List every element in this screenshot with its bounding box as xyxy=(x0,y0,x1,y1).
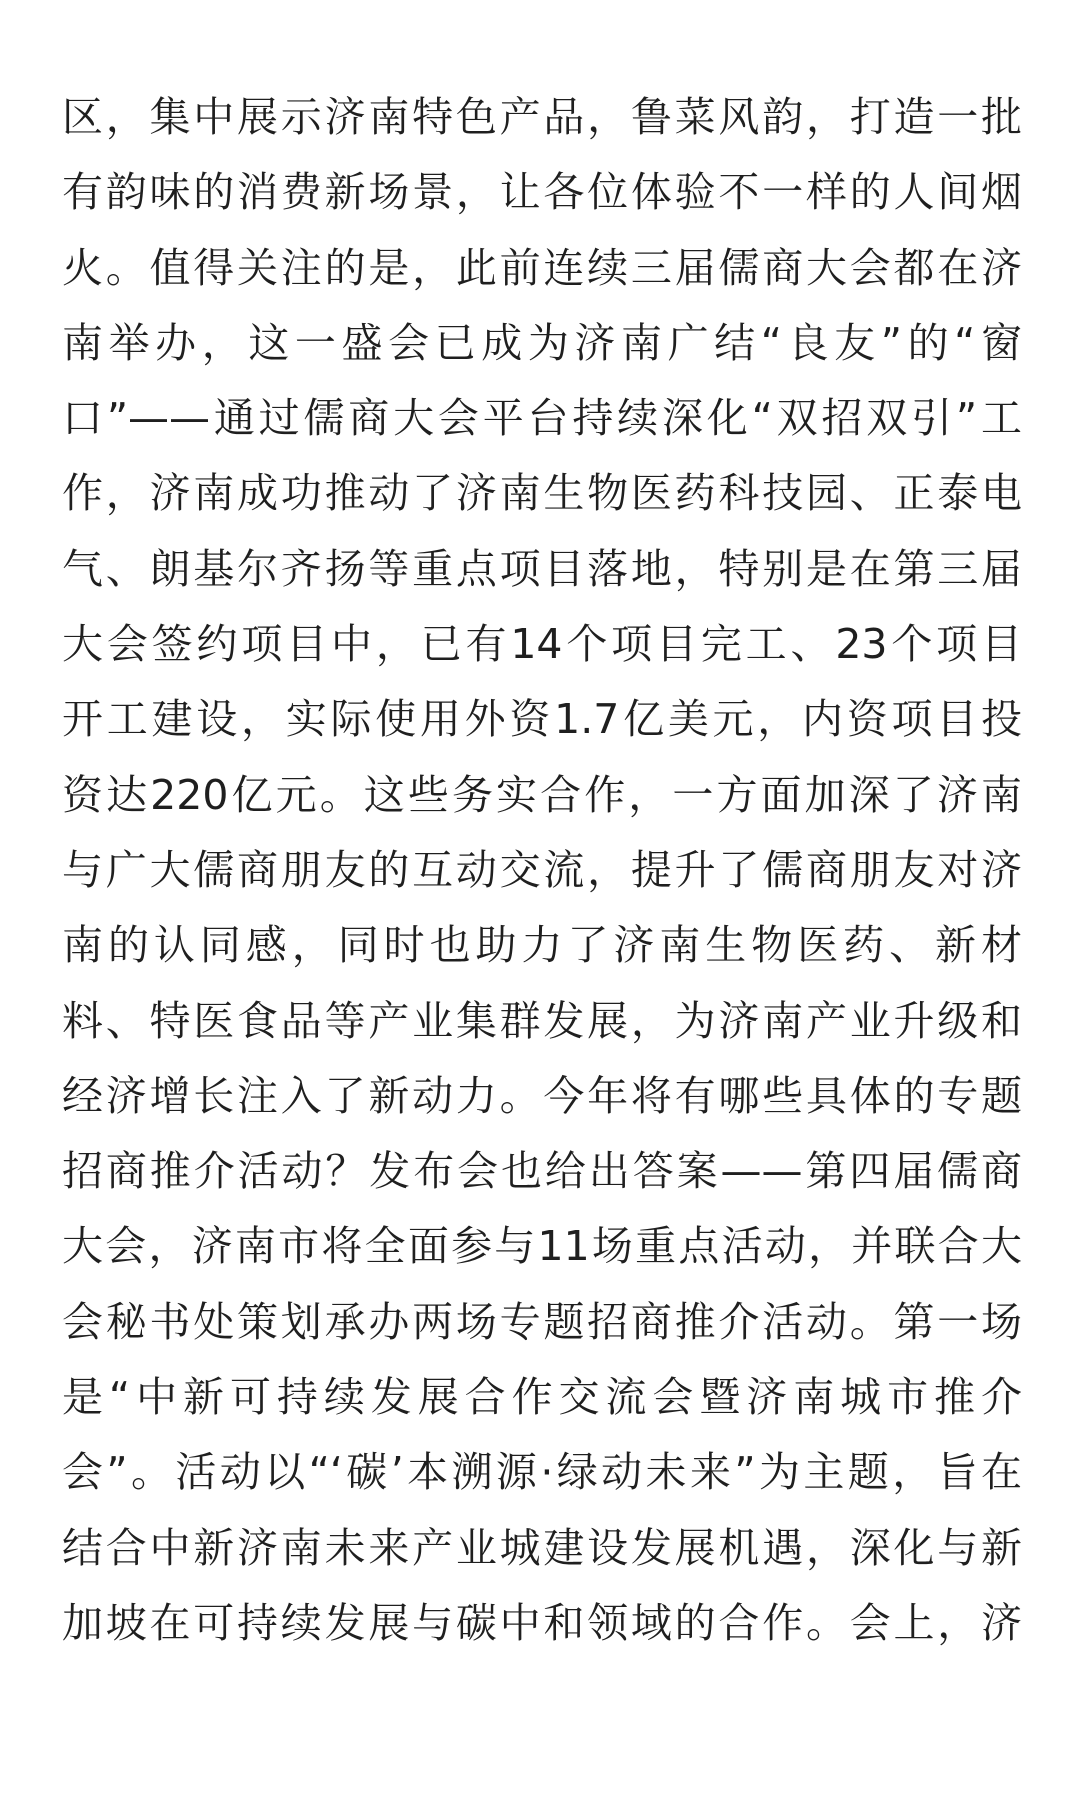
text-line: 资达220亿元。这些务实合作，一方面加深了济南 xyxy=(62,770,1022,819)
text-line: 南的认同感，同时也助力了济南生物医药、新材 xyxy=(62,921,1022,970)
text-line: 招商推介活动？发布会也给出答案——第四届儒商 xyxy=(62,1147,1022,1196)
text-line: 有韵味的消费新场景，让各位体验不一样的人间烟 xyxy=(62,168,1022,217)
article-body xyxy=(62,80,1022,1661)
text-line: 开工建设，实际使用外资1.7亿美元，内资项目投 xyxy=(62,695,1022,744)
text-line: 气、朗基尔齐扬等重点项目落地，特别是在第三届 xyxy=(62,544,1022,593)
text-line: 区，集中展示济南特色产品，鲁菜风韵，打造一批 xyxy=(62,93,1022,141)
text-line: 是“中新可持续发展合作交流会暨济南城市推介 xyxy=(62,1373,1022,1422)
text-line: 大会，济南市将全面参与11场重点活动，并联合大 xyxy=(62,1222,1022,1271)
text-line: 大会签约项目中，已有14个项目完工、23个项目 xyxy=(62,620,1022,669)
text-line: 会”。活动以“‘碳’本溯源·绿动未来”为主题，旨在 xyxy=(62,1448,1022,1497)
text-line: 口”——通过儒商大会平台持续深化“双招双引”工 xyxy=(62,394,1022,443)
text-line: 结合中新济南未来产业城建设发展机遇，深化与新 xyxy=(62,1523,1022,1572)
text-line: 火。值得关注的是，此前连续三届儒商大会都在济 xyxy=(62,243,1022,292)
text-line: 料、特医食品等产业集群发展，为济南产业升级和 xyxy=(62,996,1022,1045)
text-line: 会秘书处策划承办两场专题招商推介活动。第一场 xyxy=(62,1297,1022,1346)
text-line: 作，济南成功推动了济南生物医药科技园、正泰电 xyxy=(62,469,1022,518)
text-line: 南举办，这一盛会已成为济南广结“良友”的“窗 xyxy=(62,318,1022,367)
text-line: 加坡在可持续发展与碳中和领域的合作。会上，济 xyxy=(62,1598,1022,1647)
text-line: 与广大儒商朋友的互动交流，提升了儒商朋友对济 xyxy=(62,845,1022,894)
text-line: 经济增长注入了新动力。今年将有哪些具体的专题 xyxy=(62,1071,1022,1120)
